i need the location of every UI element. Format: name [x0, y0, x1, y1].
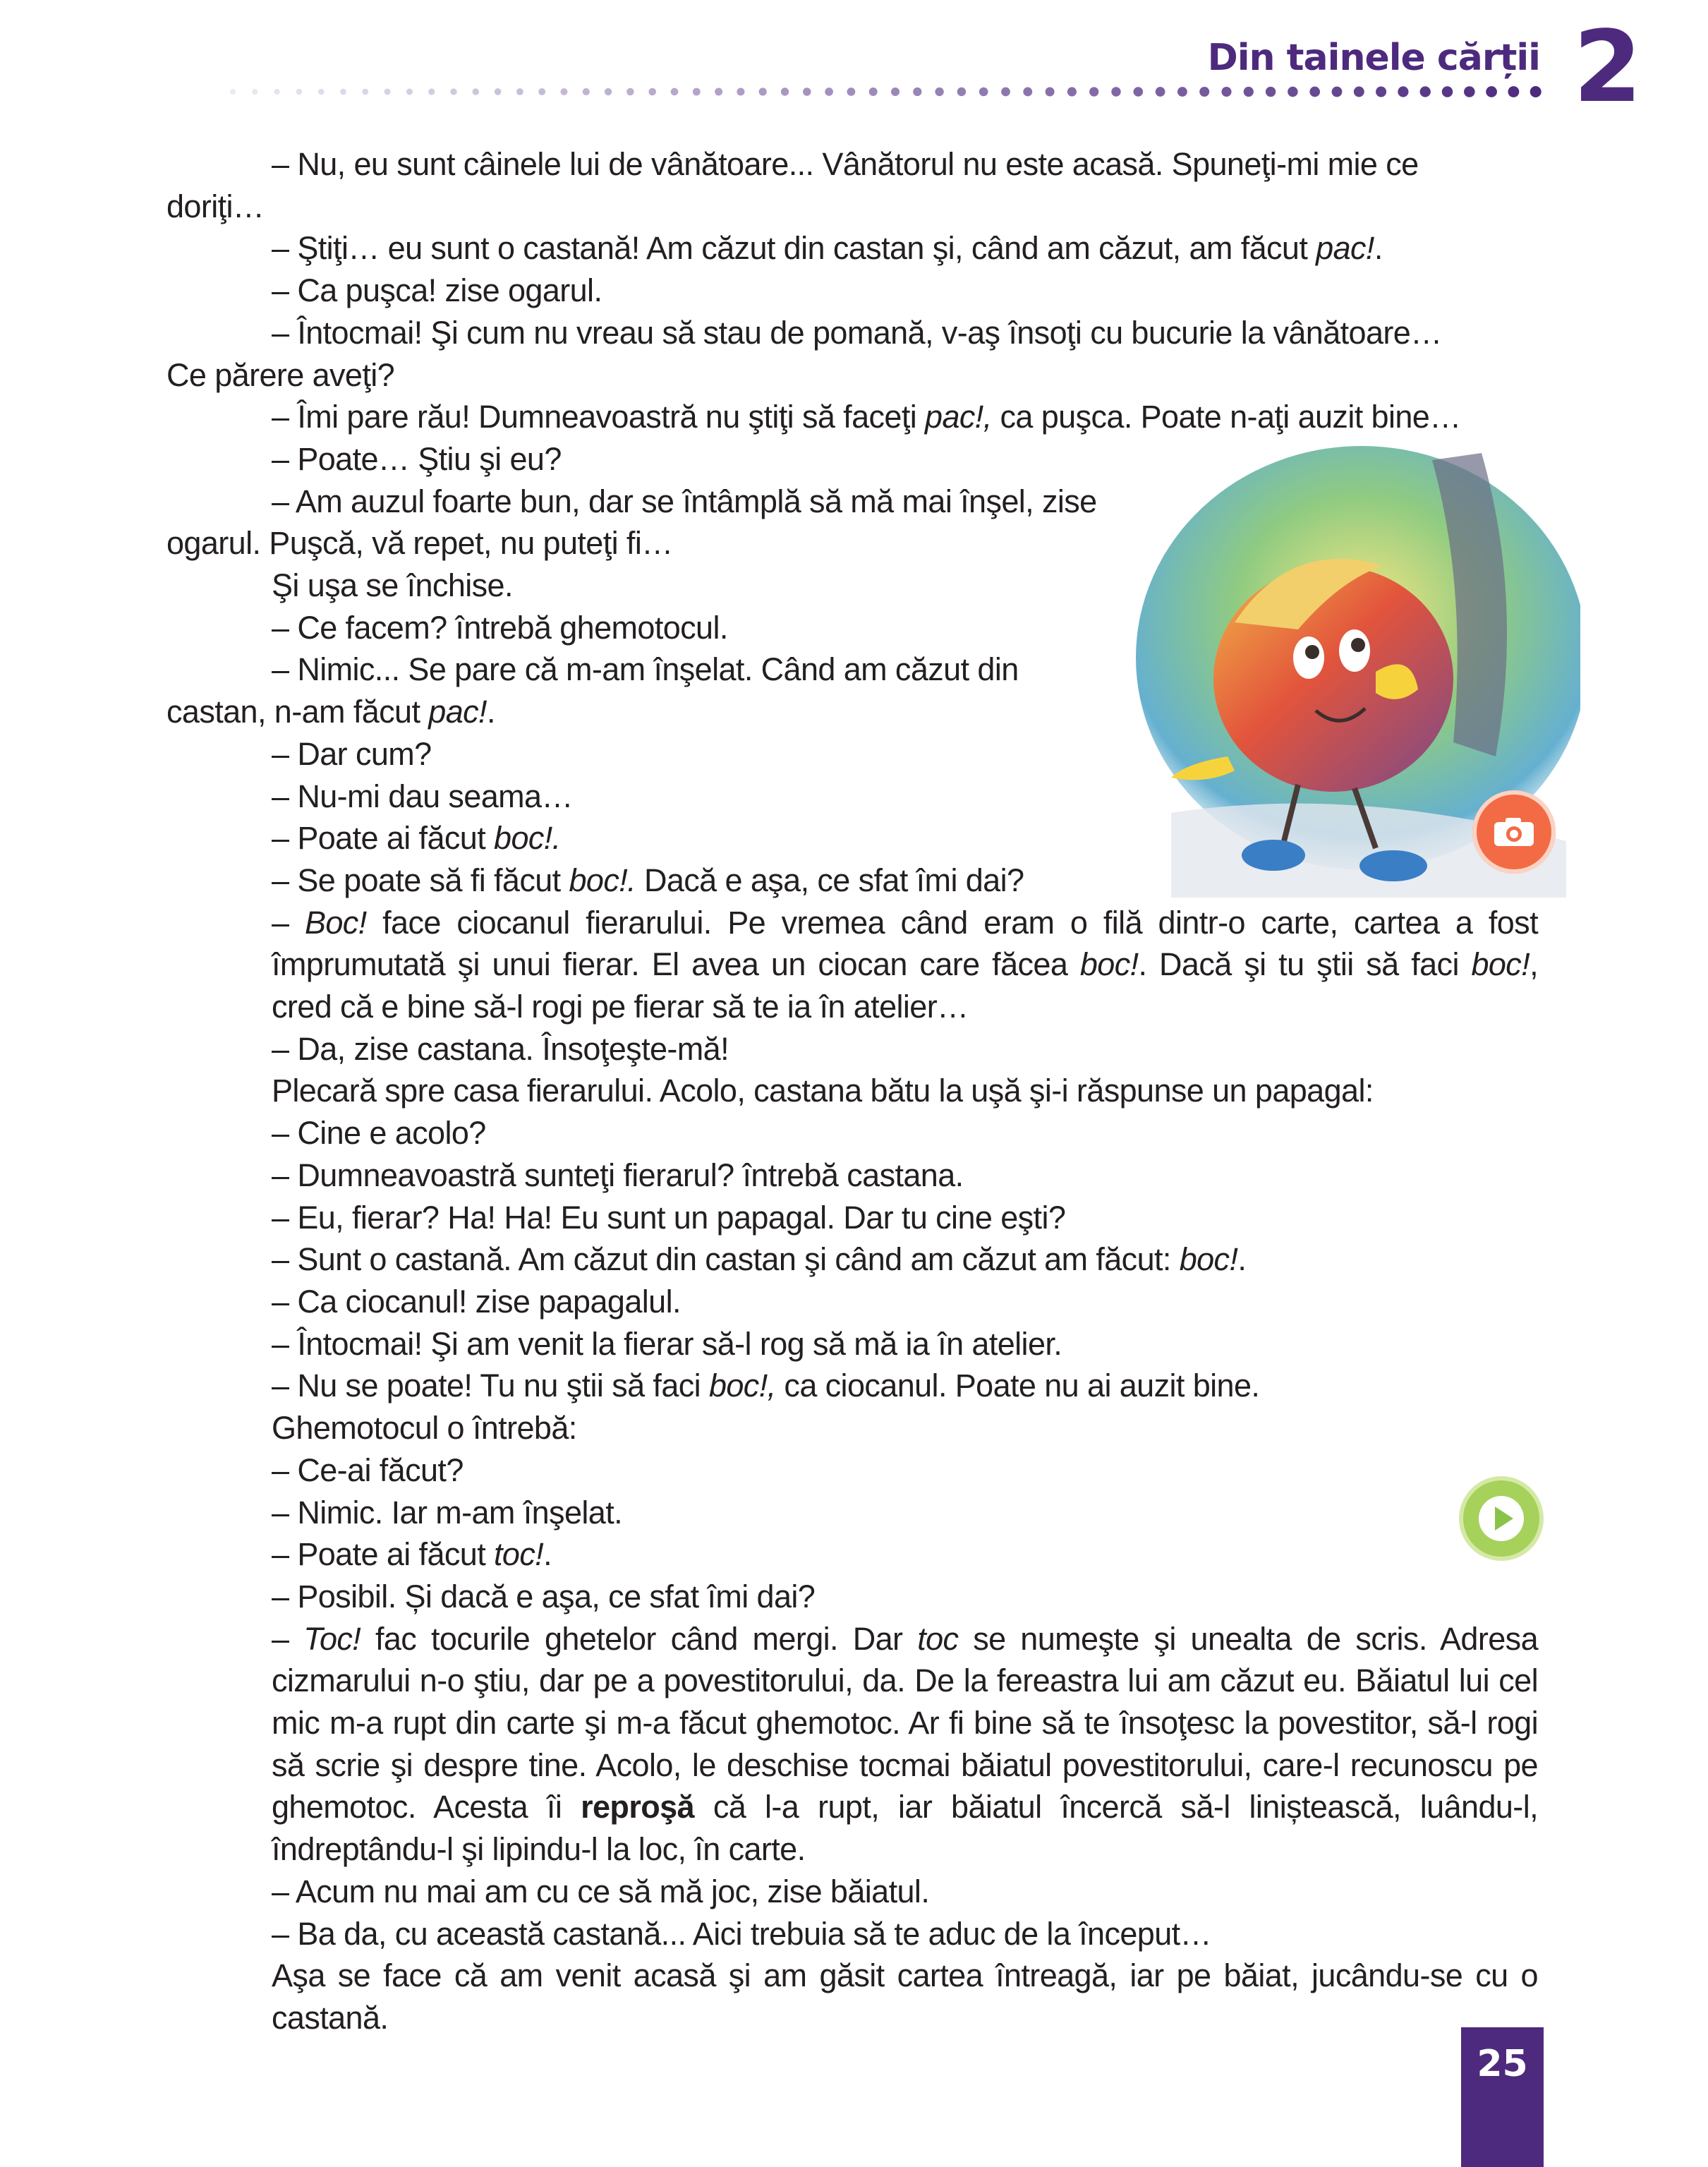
- lines2-line: – Nu se poate! Tu nu ştii să faci boc!, ca ciocanul. Poate nu ai auzit bine.: [272, 1368, 1260, 1404]
- decorative-dot: [538, 88, 545, 95]
- decorative-dot: [296, 89, 302, 95]
- lines-line: – Dar cum?: [272, 735, 432, 772]
- decorative-dot: [737, 87, 744, 95]
- decorative-dot: [560, 88, 567, 95]
- toc-paragraph: – Toc! fac tocurile ghetelor când mergi. Dar toc se numeşte şi unealta de scris. Adresa cizmarului n-o ştiu, dar pe a povestitorului, da. De la fereastra lui am căzut eu. Băiatul lui cel mic m-a rupt din carte şi m-a făcut ghemotoc. Ar fi bine să te însoţesc la povestitor, să-l rogi să scrie şi despre tine. Acolo, le deschise tocmai băiatul povestitorului, care-l recunoscu pe ghemotoc. Acesta îi reproşă că l-a rupt, iar băiatul încercă să-l liniștească, luându-l, îndreptându-l şi lipindu-l la loc, în carte.: [272, 1620, 1538, 1868]
- lines-line: – Nu, eu sunt câinele lui de vânătoare... Vânătorul nu este acasă. Spuneţi-mi mie ce: [272, 146, 1419, 182]
- decorative-dot: [1309, 87, 1320, 97]
- decorative-dot-line: [212, 85, 1552, 99]
- decorative-dot: [1398, 86, 1408, 97]
- lines2-line: – Ca ciocanul! zise papagalul.: [272, 1283, 681, 1320]
- lines-line: Ce părere aveţi?: [166, 356, 395, 393]
- decorative-dot: [1221, 87, 1231, 97]
- decorative-dot: [1111, 87, 1120, 96]
- camera-button[interactable]: [1472, 790, 1556, 874]
- decorative-dot: [759, 87, 767, 95]
- decorative-dot: [979, 87, 988, 97]
- decorative-dot: [384, 89, 391, 95]
- decorative-dot: [495, 88, 502, 95]
- decorative-dot: [1442, 86, 1453, 97]
- boc-paragraph: – Boc! face ciocanul fierarului. Pe vremea când eram o filă dintr-o carte, cartea a fost împrumutată şi unui fierar. El avea un ciocan care făcea boc!. Dacă şi tu ştii să faci boc!, cred că e bine să-l rogi pe fierar să te ia în atelier…: [272, 904, 1538, 1025]
- decorative-dot: [1067, 87, 1077, 96]
- lines-line: castan, n-am făcut pac!.: [166, 694, 495, 730]
- lines2-line: – Eu, fierar? Ha! Ha! Eu sunt un papagal. Dar tu cine eşti?: [272, 1199, 1066, 1236]
- lines2-line: – Ce-ai făcut?: [272, 1451, 464, 1488]
- decorative-dot: [605, 88, 612, 95]
- decorative-dot: [516, 88, 523, 95]
- decorative-dot: [825, 87, 833, 96]
- decorative-dot: [473, 88, 479, 95]
- decorative-dot: [1530, 86, 1542, 97]
- lines-line: – Nimic... Se pare că m-am înşelat. Când am căzut din: [272, 651, 1019, 688]
- decorative-dot: [803, 87, 811, 96]
- play-button[interactable]: [1459, 1476, 1544, 1561]
- decorative-dot: [648, 88, 656, 96]
- decorative-dot: [1244, 87, 1254, 97]
- decorative-dot: [362, 89, 368, 95]
- dialogue-block-3: [166, 1871, 1538, 1955]
- lines-line: – Ştiţi… eu sunt o castană! Am căzut din castan şi, când am căzut, am făcut pac!.: [272, 230, 1383, 267]
- decorative-dot: [1001, 87, 1010, 97]
- lines2-line: – Întocmai! Şi am venit la fierar să-l rog să mă ia în atelier.: [272, 1325, 1062, 1362]
- page-number-box: [1461, 2027, 1544, 2167]
- decorative-dot: [1089, 87, 1098, 96]
- decorative-dot: [340, 89, 346, 95]
- lines-line: – Poate ai făcut boc!.: [272, 820, 561, 857]
- story-text: [166, 143, 1538, 2039]
- lines2-line: Ghemotocul o întrebă:: [272, 1410, 577, 1447]
- decorative-dot: [1199, 87, 1209, 97]
- decorative-dot: [1046, 87, 1055, 96]
- decorative-dot: [1177, 87, 1187, 97]
- lines-line: – Ca puşca! zise ogarul.: [272, 272, 602, 309]
- lines-line: – Nu-mi dau seama…: [272, 778, 573, 814]
- chapter-title: Din tainele cărții: [1207, 37, 1540, 79]
- decorative-dot: [671, 88, 679, 96]
- play-icon: [1477, 1494, 1526, 1543]
- decorative-dot: [1156, 87, 1165, 97]
- lines-line: – Ce facem? întrebă ghemotocul.: [272, 609, 728, 646]
- lines2-line: – Poate ai făcut toc!.: [272, 1536, 552, 1573]
- decorative-dot: [935, 87, 943, 96]
- final-paragraph: Aşa se face că am venit acasă şi am găsit cartea întreagă, iar pe băiat, jucându-se cu o castană.: [272, 1957, 1538, 2036]
- chapter-number: 2: [1573, 10, 1642, 125]
- decorative-dot: [1464, 86, 1475, 97]
- decorative-dot: [450, 88, 456, 95]
- decorative-dot: [1023, 87, 1032, 97]
- lines2-line: – Cine e acolo?: [272, 1115, 486, 1152]
- page-number: 25: [1477, 2043, 1528, 2085]
- decorative-dot: [1508, 86, 1519, 97]
- lines-line: ogarul. Puşcă, vă repet, nu puteţi fi…: [166, 525, 673, 562]
- dialogue-block-2: [166, 1028, 1538, 1618]
- lines2-line: Plecară spre casa fierarului. Acolo, castana bătu la uşă şi-i răspunse un papagal:: [272, 1073, 1374, 1109]
- lines2-line: – Dumneavoastră sunteţi fierarul? întrebă castana.: [272, 1157, 964, 1193]
- lines-line: – Poate… Ştiu şi eu?: [272, 440, 562, 477]
- lines-line: – Se poate să fi făcut boc!. Dacă e aşa, ce sfat îmi dai?: [272, 862, 1024, 898]
- decorative-dot: [869, 87, 878, 96]
- decorative-dot: [1420, 86, 1431, 97]
- lines2-line: – Sunt o castană. Am căzut din castan şi când am căzut am făcut: boc!.: [272, 1241, 1247, 1278]
- decorative-dot: [274, 89, 279, 95]
- lines3-line: – Acum nu mai am cu ce să mă joc, zise băiatul.: [272, 1873, 930, 1909]
- decorative-dot: [318, 89, 325, 95]
- decorative-dot: [252, 89, 258, 95]
- lines-line: doriţi…: [166, 188, 265, 224]
- lines3-line: – Ba da, cu această castană... Aici trebuia să te aduc de la început…: [272, 1915, 1211, 1952]
- decorative-dot: [715, 88, 722, 96]
- decorative-dot: [1288, 87, 1298, 97]
- decorative-dot: [406, 88, 413, 95]
- decorative-dot: [847, 87, 856, 96]
- decorative-dot: [626, 88, 634, 95]
- lines-line: – Am auzul foarte bun, dar se întâmplă să mă mai înşel, zise: [272, 483, 1097, 519]
- decorative-dot: [1134, 87, 1144, 97]
- decorative-dot: [891, 87, 900, 96]
- lines2-line: – Nimic. Iar m-am înşelat.: [272, 1494, 623, 1531]
- decorative-dot: [1266, 87, 1276, 97]
- lines2-line: – Da, zise castana. Însoţeşte-mă!: [272, 1030, 729, 1067]
- decorative-dot: [428, 88, 435, 95]
- decorative-dot: [781, 87, 789, 95]
- lines2-line: – Posibil. Și dacă e aşa, ce sfat îmi dai?: [272, 1578, 816, 1614]
- decorative-dot: [1376, 86, 1386, 97]
- decorative-dot: [693, 88, 701, 96]
- lines-line: – Întocmai! Şi cum nu vreau să stau de pomană, v-aş însoţi cu bucurie la vânătoare…: [272, 314, 1442, 351]
- lines-line: – Îmi pare rău! Dumneavoastră nu ştiţi să faceţi pac!, ca puşca. Poate n-aţi auzit bine…: [272, 399, 1461, 435]
- decorative-dot: [1354, 87, 1364, 97]
- decorative-dot: [230, 89, 236, 95]
- decorative-dot: [957, 87, 966, 96]
- decorative-dot: [913, 87, 921, 96]
- camera-icon: [1493, 816, 1535, 847]
- decorative-dot: [1332, 87, 1343, 97]
- decorative-dot: [583, 88, 590, 95]
- lines-line: Şi uşa se închise.: [272, 567, 513, 604]
- decorative-dot: [1486, 86, 1497, 97]
